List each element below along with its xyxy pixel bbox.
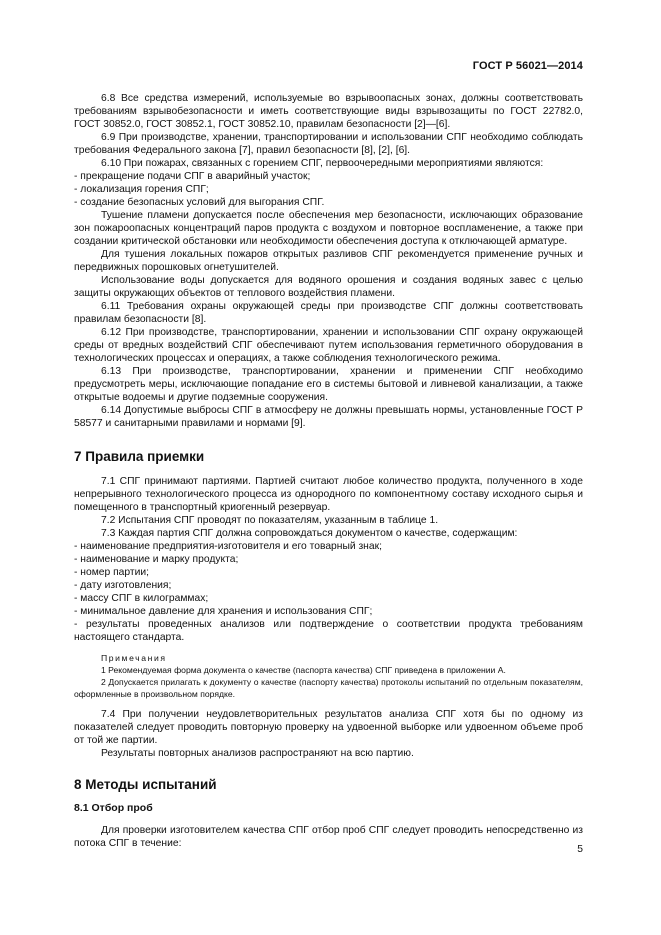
paragraph: Тушение пламени допускается после обеспечения мер безопасности, исключающих образование зон пожароопасных концентраций паров продукта с воздухом и повторное воспламенение, а также при создании критической обстановки или необходимости обеспечения доступа к отключающей арматуре. bbox=[74, 210, 583, 247]
list-item: - создание безопасных условий для выгорания СПГ. bbox=[74, 197, 325, 208]
list-item: - минимальное давление для хранения и использования СПГ; bbox=[74, 606, 373, 617]
list-item: - номер партии; bbox=[74, 567, 149, 578]
section-8-heading: 8 Методы испытаний bbox=[74, 777, 217, 792]
subsection-8-1-heading: 8.1 Отбор проб bbox=[74, 802, 153, 814]
page-number: 5 bbox=[577, 844, 583, 855]
paragraph: Результаты повторных анализов распространяют на всю партию. bbox=[101, 748, 414, 759]
paragraph: 7.3 Каждая партия СПГ должна сопровождаться документом о качестве, содержащим: bbox=[101, 528, 518, 539]
list-item: - массу СПГ в килограммах; bbox=[74, 593, 209, 604]
fire-measures-list bbox=[74, 170, 583, 209]
paragraph: 6.10 При пожарах, связанных с горением СПГ, первоочередными мероприятиями являются: bbox=[101, 158, 544, 169]
paragraph: Для проверки изготовителем качества СПГ отбор проб СПГ следует проводить непосредственно из потока СПГ в течение: bbox=[74, 825, 583, 849]
notes-title: Примечания bbox=[101, 653, 167, 663]
note: 2 Допускается прилагать к документу о качестве (паспорту качества) протоколы испытаний по отдельным показателям, оформленные в произвольном порядке. bbox=[74, 677, 583, 699]
paragraph: 6.13 При производстве, транспортировании, хранении и применении СПГ необходимо предусмотреть меры, исключающие попадание его в системы бытовой и ливневой канализации, а также открытые водоемы и другие подземные сооружения. bbox=[74, 366, 583, 403]
note: 1 Рекомендуемая форма документа о качестве (паспорта качества) СПГ приведена в приложении А. bbox=[101, 665, 506, 675]
paragraph: 7.4 При получении неудовлетворительных результатов анализа СПГ хотя бы по одному из показателей следует проводить повторную проверку на удвоенной выборке или удвоенном объеме проб от той же партии. bbox=[74, 709, 583, 746]
paragraph: 6.12 При производстве, транспортировании, хранении и использовании СПГ охрану окружающей среды от вредных воздействий СПГ обеспечивают путем использования герметичного оборудования в технологических процессах и операциях, а также соблюдения технологического режима. bbox=[74, 327, 583, 364]
standard-code: ГОСТ Р 56021—2014 bbox=[472, 60, 583, 72]
quality-document-list bbox=[74, 540, 583, 644]
paragraph: 6.8 Все средства измерений, используемые во взрывоопасных зонах, должны соответствовать требованиям взрывобезопасности и иметь соответствующие виды взрывозащиты по ГОСТ 22782.0, ГОСТ 30852.0, ГОСТ 30852.1, ГОСТ 30852.10, правилам безопасности [2]—[6]. bbox=[74, 93, 583, 130]
list-item: - прекращение подачи СПГ в аварийный участок; bbox=[74, 171, 311, 182]
paragraph: 7.1 СПГ принимают партиями. Партией считают любое количество продукта, полученного в ходе непрерывного технологического процесса из однородного по компонентному составу исходного сырья и помещенного в транспортный криогенный резервуар. bbox=[74, 476, 583, 513]
list-item: - наименование предприятия-изготовителя и его товарный знак; bbox=[74, 541, 382, 552]
paragraph: 6.9 При производстве, хранении, транспортировании и использовании СПГ необходимо соблюдать требования Федерального закона [7], правил безопасности [8], [2], [6]. bbox=[74, 132, 583, 156]
list-item: - результаты проведенных анализов или подтверждение о соответствии продукта требованиям настоящего стандарта. bbox=[74, 619, 583, 643]
paragraph: 7.2 Испытания СПГ проводят по показателям, указанным в таблице 1. bbox=[101, 515, 439, 526]
list-item: - дату изготовления; bbox=[74, 580, 172, 591]
section-7-heading: 7 Правила приемки bbox=[74, 449, 205, 464]
paragraph: 6.14 Допустимые выбросы СПГ в атмосферу не должны превышать нормы, установленные ГОСТ Р 58577 и санитарными правилами и нормами [9]. bbox=[74, 405, 583, 429]
paragraph: Для тушения локальных пожаров открытых разливов СПГ рекомендуется применение ручных и передвижных порошковых огнетушителей. bbox=[74, 249, 583, 273]
page-content bbox=[74, 92, 583, 850]
paragraph: 6.11 Требования охраны окружающей среды при производстве СПГ должны соответствовать правилам безопасности [8]. bbox=[74, 301, 583, 325]
notes-block bbox=[74, 652, 583, 700]
list-item: - локализация горения СПГ; bbox=[74, 184, 209, 195]
paragraph: Использование воды допускается для водяного орошения и создания водяных завес с целью защиты окружающих объектов от теплового воздействия пламени. bbox=[74, 275, 583, 299]
list-item: - наименование и марку продукта; bbox=[74, 554, 239, 565]
